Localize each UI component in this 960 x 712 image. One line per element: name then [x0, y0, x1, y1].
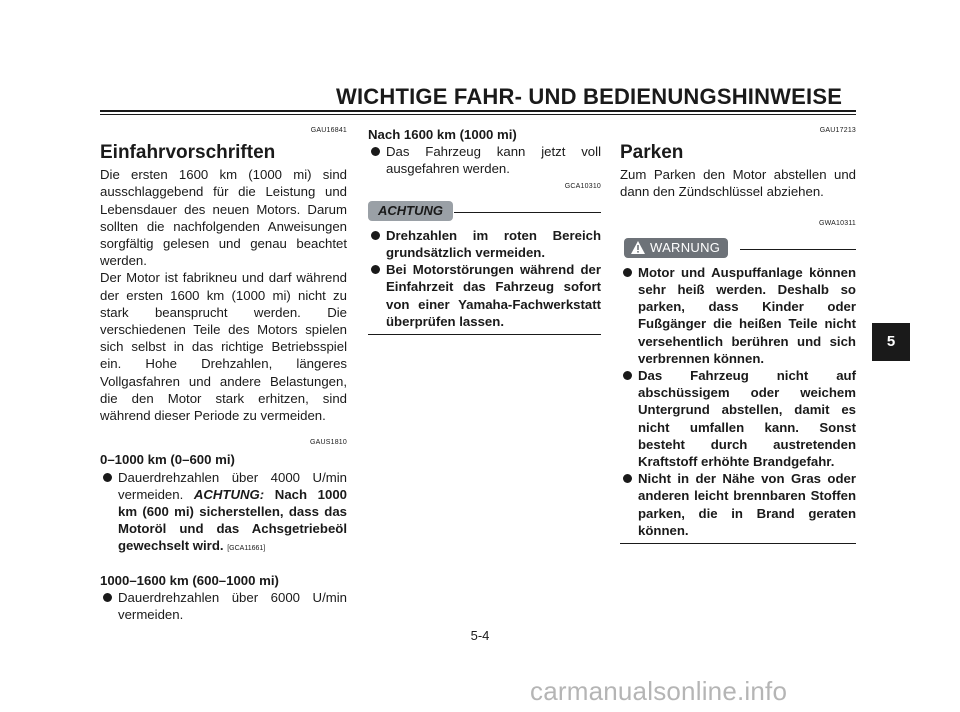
right-column: [620, 122, 856, 544]
warning-item-text: Das Fahrzeug nicht auf abschüssigem oder weichem Untergrund abstellen, damit es nicht umfallen kann. Sonst besteht durch austretenden Kraftstoff erhöhte Brandgefahr.: [638, 368, 856, 470]
subheading-after-break-in: Nach 1600 km (1000 mi): [368, 127, 517, 142]
paragraph: Der Motor ist fabrikneu und darf während der ersten 1600 km (1000 mi) nicht zu stark beansprucht werden. Die verschiedenen Teile des Motors spielen sich selbst in das richtige Betriebsspiel ein. Hohe Drehzahlen, längeres Vollgasfahren und andere Belastungen, die den Motor stark erhitzen, sind während dieser Periode zu vermeiden.: [100, 270, 347, 424]
list-item: [100, 589, 347, 623]
header-rule: [100, 110, 856, 112]
list-item: [368, 143, 601, 177]
bullet-text: Dauerdrehzahlen über 4000 U/min vermeiden.: [118, 469, 347, 502]
warning-label-text: WARNUNG: [650, 239, 721, 255]
warning-notice-header: [620, 238, 856, 260]
bullet-icon: [371, 231, 380, 240]
warning-triangle-icon: [630, 240, 646, 255]
notice-bottom-rule: [620, 543, 856, 544]
bullet-icon: [623, 268, 632, 277]
bullet-icon: [371, 265, 380, 274]
bullet-list: [100, 589, 347, 623]
bullet-icon: [103, 473, 112, 482]
chapter-tab: 5: [872, 323, 910, 361]
section-heading-parken: Parken: [620, 142, 684, 164]
caution-item-text: Bei Motorstörungen während der Einfahrzeit das Fahrzeug sofort von einer Yamaha-Fachwerkstatt überprüfen lassen.: [386, 262, 601, 329]
warning-label: [624, 238, 728, 258]
watermark: carmanualsonline.info: [530, 676, 788, 706]
bullet-icon: [623, 474, 632, 483]
notice-code: GCA10310: [564, 182, 601, 190]
notice-rule: [740, 249, 856, 250]
warning-item: [620, 264, 856, 367]
caution-item: [368, 261, 601, 330]
warning-list: [620, 264, 856, 539]
caution-item-text: Drehzahlen im roten Bereich grundsätzlich vermeiden.: [386, 227, 601, 261]
caution-notice-header: [368, 201, 601, 223]
subheading-range-1: 0–1000 km (0–600 mi): [100, 452, 235, 468]
caution-inline-text: Nach 1000 km (600 mi) sicherstellen, dass das Motoröl und das Achsgetriebeöl gewechselt wird.: [118, 486, 347, 554]
bullet-icon: [103, 593, 112, 602]
middle-column: [368, 122, 601, 335]
warning-item-text: Nicht in der Nähe von Gras oder anderen leicht brennbaren Stoffen parken, die in Brand geraten können.: [638, 471, 856, 538]
warning-item: [620, 470, 856, 539]
warning-item: [620, 367, 856, 470]
paragraph: Zum Parken den Motor abstellen und dann den Zündschlüssel abziehen.: [620, 167, 856, 200]
warning-item-text: Motor und Auspuffanlage können sehr heiß werden. Deshalb so parken, dass Kinder oder Fußgänger die heißen Teile nicht versehentlich berühren und sich verbrennen können.: [638, 264, 856, 366]
bullet-list: [368, 143, 601, 177]
section-heading-einfahren: Einfahrvorschriften: [100, 142, 276, 164]
subheading-range-2: 1000–1600 km (600–1000 mi): [100, 572, 279, 588]
bullet-text: Dauerdrehzahlen über 6000 U/min vermeiden.: [118, 589, 347, 623]
page-number: 5-4: [470, 628, 490, 643]
caution-item: [368, 227, 601, 261]
notice-bottom-rule: [368, 334, 601, 335]
bullet-list: [100, 469, 347, 558]
list-item: [100, 469, 347, 558]
caution-code: [GCA11661]: [227, 545, 266, 553]
header-rule-thin: [100, 114, 856, 115]
caution-label: ACHTUNG: [368, 201, 453, 221]
section-code: GAUS1810: [309, 439, 347, 447]
section-code: GAU16841: [310, 127, 347, 134]
left-column: [100, 122, 347, 623]
page-header-title: WICHTIGE FAHR- UND BEDIENUNGSHINWEISE: [336, 84, 843, 109]
bullet-icon: [623, 371, 632, 380]
caution-inline-label: ACHTUNG:: [193, 486, 265, 502]
warning-code: GWA10311: [818, 219, 856, 227]
paragraph: Die ersten 1600 km (1000 mi) sind ausschlaggebend für die Leistung und Lebensdauer des neuen Motors. Darum sollten die nachfolgenden Anweisungen sorgfältig gelesen und genau beachtet werden.: [100, 167, 347, 269]
bullet-icon: [371, 147, 380, 156]
bullet-text: Das Fahrzeug kann jetzt voll ausgefahren werden.: [386, 144, 601, 177]
caution-list: [368, 227, 601, 330]
notice-rule: [454, 212, 601, 213]
section-code: GAU17213: [819, 127, 856, 134]
